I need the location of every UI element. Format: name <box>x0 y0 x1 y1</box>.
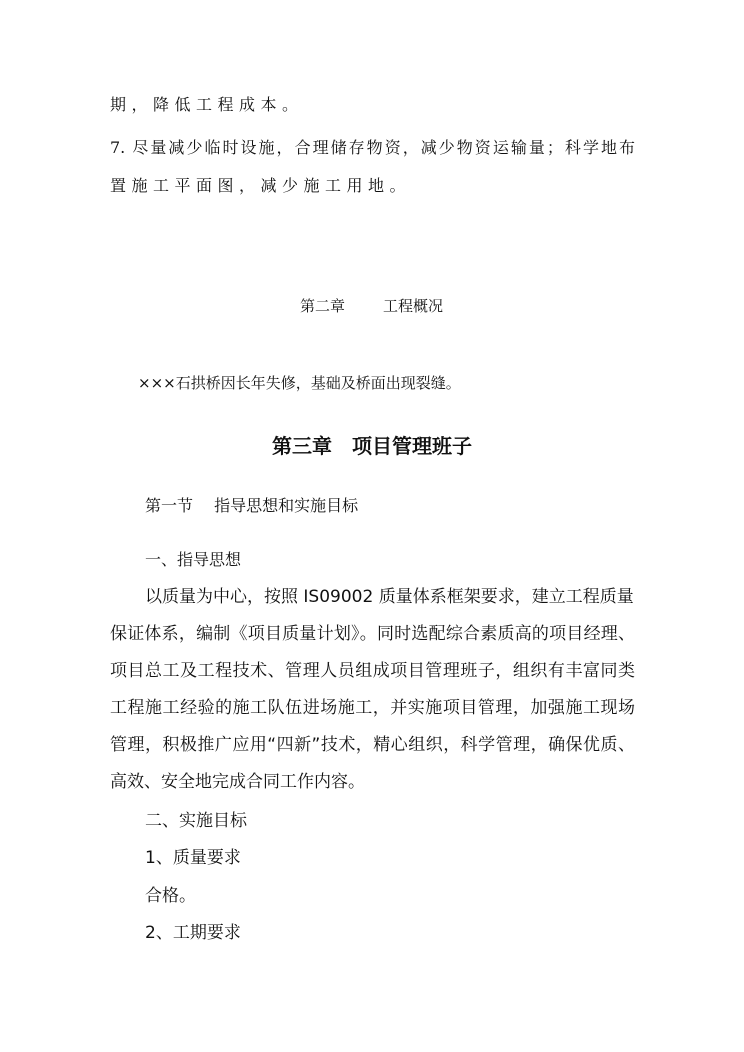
list-item-value: 合格。 <box>145 886 196 906</box>
list-item: 1、质量要求 <box>145 848 241 868</box>
text-line: 期，降低工程成本。 <box>110 95 304 114</box>
section-title: 第一节 指导思想和实施目标 <box>145 496 359 515</box>
paragraph-line: 保证体系，编制《项目质量计划》。同时选配综合素质高的项目经理、 <box>110 624 635 644</box>
chapter2-number: 第二章 <box>300 297 346 315</box>
heading: 二、实施目标 <box>145 811 247 831</box>
chapter3-title: 第三章 项目管理班子 <box>272 434 472 458</box>
chapter2-text: ×××石拱桥因长年失修，基础及桥面出现裂缝。 <box>138 374 461 392</box>
text-line: 置施工平面图，减少施工用地。 <box>110 176 412 195</box>
paragraph-line: 管理，积极推广应用“四新”技术，精心组织，科学管理，确保优质、 <box>110 735 635 755</box>
list-item: 2、工期要求 <box>145 923 241 943</box>
paragraph-line: 项目总工及工程技术、管理人员组成项目管理班子，组织有丰富同类 <box>110 661 635 681</box>
paragraph-line: 以质量为中心，按照 IS09002 质量体系框架要求，建立工程质量 <box>145 587 634 607</box>
heading: 一、指导思想 <box>145 550 242 569</box>
paragraph-line: 高效、安全地完成合同工作内容。 <box>110 772 365 792</box>
chapter2-title: 工程概况 <box>383 297 444 315</box>
text-line: 7. 尽量减少临时设施，合理储存物资，减少物资运输量；科学地布 <box>110 138 635 157</box>
paragraph-line: 工程施工经验的施工队伍进场施工，并实施项目管理，加强施工现场 <box>110 698 635 718</box>
